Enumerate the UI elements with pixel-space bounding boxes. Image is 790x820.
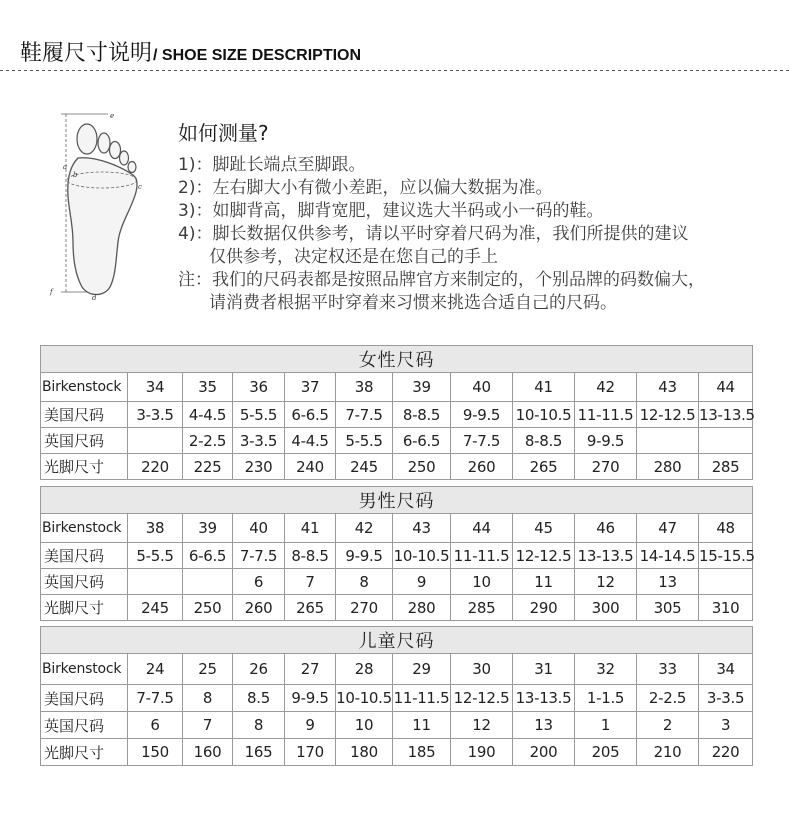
diagram-label-e: e (110, 112, 115, 120)
foot-length-cell: 265 (285, 595, 336, 621)
birkenstock-size-cell: 38 (336, 373, 393, 402)
foot-length-cell: 200 (513, 739, 575, 766)
instruction-line: 1)：脚趾长端点至脚跟。 (178, 155, 366, 175)
brand-label: Birkenstock (41, 514, 128, 543)
foot-length-cell: 310 (699, 595, 753, 621)
uk-size-cell: 8 (336, 569, 393, 595)
uk-size-cell: 13 (513, 712, 575, 739)
uk-size-label: 英国尺码 (41, 569, 128, 595)
us-size-cell: 4-4.5 (183, 402, 233, 428)
foot-length-cell: 270 (575, 454, 637, 480)
table-title: 女性尺码 (41, 346, 753, 373)
uk-size-cell (699, 428, 753, 454)
birkenstock-size-cell: 24 (128, 654, 183, 685)
second-toe (98, 133, 110, 153)
us-size-label: 美国尺码 (41, 543, 128, 569)
header-title-en: / SHOE SIZE DESCRIPTION (153, 47, 362, 64)
birkenstock-size-cell: 34 (699, 654, 753, 685)
us-size-cell: 2-2.5 (637, 685, 699, 712)
birkenstock-size-cell: 31 (513, 654, 575, 685)
diagram-label-b: b (73, 171, 78, 179)
uk-size-cell (183, 569, 233, 595)
uk-size-cell: 1 (575, 712, 637, 739)
birkenstock-size-cell: 32 (575, 654, 637, 685)
us-size-cell: 8-8.5 (285, 543, 336, 569)
us-size-cell: 11-11.5 (575, 402, 637, 428)
birkenstock-size-cell: 35 (183, 373, 233, 402)
fourth-toe (120, 151, 129, 165)
us-size-cell: 6-6.5 (183, 543, 233, 569)
birkenstock-size-cell: 46 (575, 514, 637, 543)
us-size-cell: 15-15.5 (699, 543, 753, 569)
uk-size-cell: 11 (513, 569, 575, 595)
diagram-label-a: a (63, 163, 68, 171)
foot-outline (68, 158, 137, 295)
uk-size-cell: 9-9.5 (575, 428, 637, 454)
uk-size-cell: 3-3.5 (233, 428, 285, 454)
birkenstock-size-cell: 47 (637, 514, 699, 543)
foot-length-cell: 220 (699, 739, 753, 766)
big-toe (77, 124, 97, 154)
foot-length-cell: 150 (128, 739, 183, 766)
third-toe (110, 142, 121, 159)
uk-size-cell: 13 (637, 569, 699, 595)
us-size-cell: 3-3.5 (699, 685, 753, 712)
foot-length-cell: 290 (513, 595, 575, 621)
uk-size-cell (699, 569, 753, 595)
foot-length-cell: 300 (575, 595, 637, 621)
diagram-label-d: d (92, 294, 97, 302)
measure-title: 如何测量? (178, 121, 269, 145)
birkenstock-size-cell: 48 (699, 514, 753, 543)
birkenstock-size-cell: 39 (393, 373, 451, 402)
us-size-cell: 10-10.5 (393, 543, 451, 569)
uk-size-cell (128, 569, 183, 595)
uk-size-cell: 10 (451, 569, 513, 595)
diagram-label-f: f (50, 288, 53, 296)
foot-length-cell: 185 (393, 739, 451, 766)
foot-length-cell: 240 (285, 454, 336, 480)
foot-length-cell: 305 (637, 595, 699, 621)
birkenstock-size-cell: 40 (451, 373, 513, 402)
birkenstock-size-cell: 25 (183, 654, 233, 685)
foot-length-cell: 205 (575, 739, 637, 766)
us-size-cell: 10-10.5 (336, 685, 393, 712)
foot-length-cell: 230 (233, 454, 285, 480)
uk-size-cell: 6-6.5 (393, 428, 451, 454)
birkenstock-size-cell: 37 (285, 373, 336, 402)
men-size-table (40, 486, 753, 621)
birkenstock-size-cell: 28 (336, 654, 393, 685)
uk-size-cell: 9 (285, 712, 336, 739)
instruction-line: 仅供参考，决定权还是在您自己的手上 (209, 247, 498, 267)
foot-length-cell: 285 (451, 595, 513, 621)
page-header (20, 40, 361, 68)
foot-diagram (40, 105, 150, 305)
header-title-cn: 鞋履尺寸说明 (20, 41, 153, 66)
foot-length-cell: 280 (637, 454, 699, 480)
us-size-cell: 5-5.5 (233, 402, 285, 428)
us-size-cell: 3-3.5 (128, 402, 183, 428)
note-line: 注：我们的尺码表都是按照品牌官方来制定的，个别品牌的码数偏大， (178, 270, 705, 290)
birkenstock-size-cell: 36 (233, 373, 285, 402)
birkenstock-size-cell: 42 (336, 514, 393, 543)
birkenstock-size-cell: 43 (393, 514, 451, 543)
us-size-cell: 13-13.5 (575, 543, 637, 569)
foot-length-cell: 260 (233, 595, 285, 621)
foot-length-cell: 265 (513, 454, 575, 480)
foot-length-label: 光脚尺寸 (41, 739, 128, 766)
birkenstock-size-cell: 44 (699, 373, 753, 402)
uk-size-cell: 6 (233, 569, 285, 595)
instruction-line: 4)：脚长数据仅供参考，请以平时穿着尺码为准，我们所提供的建议 (178, 224, 689, 244)
birkenstock-size-cell: 44 (451, 514, 513, 543)
fifth-toe (128, 162, 136, 173)
us-size-cell: 12-12.5 (513, 543, 575, 569)
uk-size-label: 英国尺码 (41, 428, 128, 454)
birkenstock-size-cell: 45 (513, 514, 575, 543)
us-size-cell: 6-6.5 (285, 402, 336, 428)
us-size-cell: 9-9.5 (451, 402, 513, 428)
foot-length-cell: 190 (451, 739, 513, 766)
us-size-cell: 8 (183, 685, 233, 712)
foot-length-cell: 245 (128, 595, 183, 621)
us-size-cell: 12-12.5 (451, 685, 513, 712)
uk-size-label: 英国尺码 (41, 712, 128, 739)
uk-size-cell: 9 (393, 569, 451, 595)
birkenstock-size-cell: 38 (128, 514, 183, 543)
foot-length-cell: 170 (285, 739, 336, 766)
uk-size-cell: 10 (336, 712, 393, 739)
us-size-cell: 8.5 (233, 685, 285, 712)
us-size-cell: 11-11.5 (393, 685, 451, 712)
us-size-cell: 12-12.5 (637, 402, 699, 428)
us-size-cell: 13-13.5 (699, 402, 753, 428)
us-size-cell: 11-11.5 (451, 543, 513, 569)
us-size-cell: 1-1.5 (575, 685, 637, 712)
foot-length-cell: 250 (393, 454, 451, 480)
uk-size-cell: 11 (393, 712, 451, 739)
foot-length-cell: 270 (336, 595, 393, 621)
kids-size-table (40, 626, 753, 766)
table-title: 儿童尺码 (41, 627, 753, 654)
us-size-label: 美国尺码 (41, 402, 128, 428)
uk-size-cell: 5-5.5 (336, 428, 393, 454)
uk-size-cell: 6 (128, 712, 183, 739)
women-size-table (40, 345, 753, 480)
brand-label: Birkenstock (41, 373, 128, 402)
us-size-cell: 13-13.5 (513, 685, 575, 712)
foot-length-cell: 210 (637, 739, 699, 766)
us-size-cell: 14-14.5 (637, 543, 699, 569)
uk-size-cell: 4-4.5 (285, 428, 336, 454)
foot-length-cell: 250 (183, 595, 233, 621)
birkenstock-size-cell: 30 (451, 654, 513, 685)
header-dashed-divider (0, 70, 790, 71)
uk-size-cell: 7 (285, 569, 336, 595)
table-title: 男性尺码 (41, 487, 753, 514)
birkenstock-size-cell: 42 (575, 373, 637, 402)
us-size-cell: 7-7.5 (128, 685, 183, 712)
uk-size-cell: 8-8.5 (513, 428, 575, 454)
uk-size-cell: 7-7.5 (451, 428, 513, 454)
foot-length-cell: 225 (183, 454, 233, 480)
note-line: 请消费者根据平时穿着来习惯来挑选合适自己的尺码。 (209, 293, 617, 313)
foot-length-label: 光脚尺寸 (41, 454, 128, 480)
uk-size-cell (128, 428, 183, 454)
birkenstock-size-cell: 39 (183, 514, 233, 543)
uk-size-cell: 2 (637, 712, 699, 739)
foot-length-cell: 160 (183, 739, 233, 766)
birkenstock-size-cell: 40 (233, 514, 285, 543)
foot-length-cell: 245 (336, 454, 393, 480)
birkenstock-size-cell: 41 (285, 514, 336, 543)
measure-instructions (178, 154, 778, 315)
uk-size-cell: 2-2.5 (183, 428, 233, 454)
foot-length-label: 光脚尺寸 (41, 595, 128, 621)
uk-size-cell: 8 (233, 712, 285, 739)
brand-label: Birkenstock (41, 654, 128, 685)
birkenstock-size-cell: 34 (128, 373, 183, 402)
uk-size-cell: 3 (699, 712, 753, 739)
foot-length-cell: 180 (336, 739, 393, 766)
foot-length-cell: 280 (393, 595, 451, 621)
foot-length-cell: 285 (699, 454, 753, 480)
us-size-cell: 5-5.5 (128, 543, 183, 569)
birkenstock-size-cell: 43 (637, 373, 699, 402)
us-size-cell: 7-7.5 (233, 543, 285, 569)
birkenstock-size-cell: 27 (285, 654, 336, 685)
birkenstock-size-cell: 41 (513, 373, 575, 402)
us-size-cell: 10-10.5 (513, 402, 575, 428)
us-size-cell: 9-9.5 (285, 685, 336, 712)
us-size-cell: 7-7.5 (336, 402, 393, 428)
foot-length-cell: 260 (451, 454, 513, 480)
foot-length-cell: 165 (233, 739, 285, 766)
birkenstock-size-cell: 26 (233, 654, 285, 685)
uk-size-cell: 12 (575, 569, 637, 595)
birkenstock-size-cell: 29 (393, 654, 451, 685)
instruction-line: 3)：如脚背高，脚背宽肥，建议选大半码或小一码的鞋。 (178, 201, 604, 221)
us-size-label: 美国尺码 (41, 685, 128, 712)
uk-size-cell: 7 (183, 712, 233, 739)
foot-length-cell: 220 (128, 454, 183, 480)
instruction-line: 2)：左右脚大小有微小差距，应以偏大数据为准。 (178, 178, 553, 198)
uk-size-cell: 12 (451, 712, 513, 739)
uk-size-cell (637, 428, 699, 454)
birkenstock-size-cell: 33 (637, 654, 699, 685)
diagram-label-c: c (138, 183, 142, 191)
us-size-cell: 8-8.5 (393, 402, 451, 428)
us-size-cell: 9-9.5 (336, 543, 393, 569)
